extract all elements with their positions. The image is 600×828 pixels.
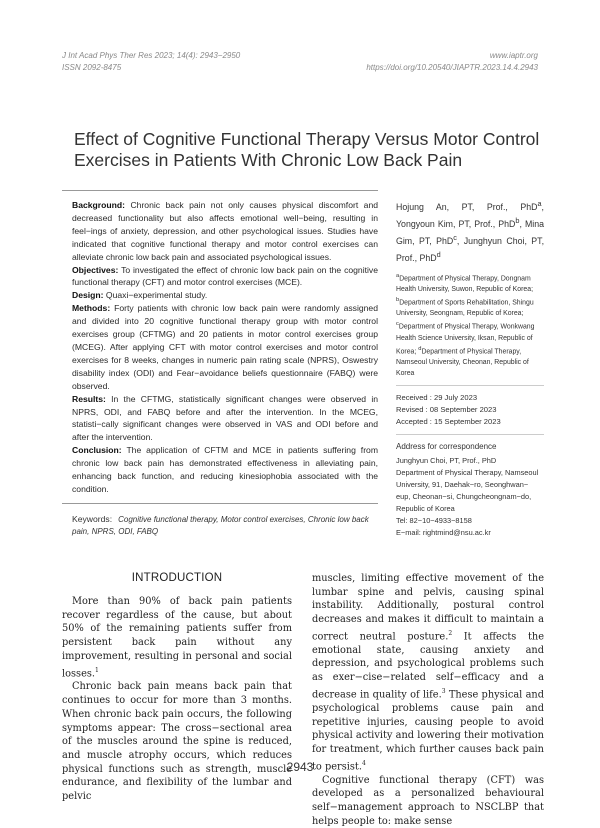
correspondence-address: Republic of Korea — [396, 503, 455, 513]
background-label: Background: — [72, 200, 125, 210]
citation-ref: 3 — [441, 687, 446, 695]
affiliation-superscript: c — [396, 321, 399, 328]
abstract-results — [72, 393, 378, 445]
doi-link[interactable]: https://doi.org/10.20540/JIAPTR.2023.14.4.2943 — [366, 63, 538, 72]
paragraph: Cognitive functional therapy (CFT) was developed as a personalized behavioural self−management approach to NSCLBP that helps people to: make sense — [312, 774, 544, 827]
article-dates — [396, 392, 544, 435]
received-date: Received : 29 July 2023 — [396, 392, 478, 402]
abstract-box — [62, 190, 378, 504]
paragraph — [62, 595, 292, 680]
accepted-date: Accepted : 15 September 2023 — [396, 416, 501, 426]
article-info-sidebar — [396, 197, 544, 539]
methods-label: Methods: — [72, 303, 111, 314]
abstract-methods — [72, 302, 378, 392]
paragraph-text: It affects the emotional state, causing anxiety and depression, and psychological problems such as exer−cise−related self−efficacy and a decrease in quality of life. — [312, 631, 544, 701]
author-name: Mina Gim, PT, PhD — [396, 218, 545, 246]
keywords — [72, 513, 382, 538]
keywords-text: Cognitive functional therapy, Motor control exercises, Chronic low back pain, NPRS, ODI, FABQ — [72, 515, 369, 536]
design-text: Quaxi−experimental study. — [105, 290, 208, 301]
abstract-conclusion — [72, 444, 378, 496]
paragraph — [312, 572, 544, 774]
correspondence-address: University, 91, Daehak−ro, Seonghwan− — [396, 479, 529, 489]
affiliations — [396, 271, 544, 386]
abstract-objectives — [72, 264, 378, 290]
paragraph: Chronic back pain means back pain that continues to occur for more than 3 months. When chronic back pain occurs, the following symptoms appear: The cross−sectional area of the muscles around the spine is reduced, and muscle atrophy occurs, which reduces physical functions such as strength, muscle endurance, and flexibility of the lumbar and pelvic — [62, 681, 292, 803]
author-name: Junghyun Choi, PT, Prof., PhD — [396, 235, 545, 263]
correspondence-name: Junghyun Choi, PT, Prof., PhD — [396, 455, 497, 465]
results-text: In the CFTMG, statistically significant changes were observed in NPRS, ODI, and FABQ before and after the intervention. In the MCEG, statisti−cally significant changes were observed in VAS and ODI before and after the intervention. — [72, 393, 379, 443]
conclusion-text: The application of CFTM and MCE in patients suffering from chronic low back pain has demonstrated effectiveness in alleviating pain, enhancing back function, and reducing kinesiophobia associated with the condition. — [72, 445, 378, 494]
paragraph-text: muscles, limiting effective movement of the lumbar spine and pelvis, causing spinal instability. Additionally, postural control decreases and makes it difficult to maintain a correct neutral posture. — [312, 573, 544, 643]
results-label: Results: — [72, 393, 106, 404]
revised-date: Revised : 08 September 2023 — [396, 404, 497, 414]
citation-ref: 1 — [95, 666, 99, 674]
methods-text: Forty patients with chronic low back pain were randomly assigned and divided into 20 cognitive functional therapy group with motor control exercises group (CFTMG) and 20 patients in motor control exercises group (MCEG). After applying CFT with motor control exercises and motor control exercises for 8 weeks, changes in numeric pain rating scale (NPRS), Oswestry disability index (ODI) and Fear−avoidance beliefs questionnaire (FABQ) were observed. — [72, 303, 378, 391]
section-heading: INTRODUCTION — [131, 572, 223, 584]
website-link[interactable]: www.iaptr.org — [489, 51, 538, 60]
page-number: 2943 — [286, 760, 314, 774]
correspondence-address: eup, Cheonan−si, Chungcheongnam−do, — [396, 491, 532, 501]
correspondence — [396, 441, 544, 539]
citation-ref: 4 — [361, 759, 366, 767]
objectives-text: To investigated the effect of chronic low back pain on the cognitive functional therapy (CFT) and motor control exercises (MCE). — [72, 264, 378, 288]
background-text: Chronic back pain not only causes physical discomfort and decreased functionality but also affects emotional well−being, resulting in feel−ings of anxiety, depression, and other psychological issues. Studies have indicated that cognitive functional therapy and motor control exercises can alleviate chronic low back pain and associated psychological issues. — [72, 200, 379, 262]
conclusion-label: Conclusion: — [72, 445, 122, 456]
affiliation: Department of Sports Rehabilitation, Shingu University, Seongnam, Republic of Korea; — [396, 299, 534, 318]
author-superscript: c — [453, 232, 457, 242]
journal-citation — [62, 50, 240, 74]
citation-ref: 2 — [448, 629, 453, 637]
correspondence-email[interactable]: E−mail: rightmind@nsu.ac.kr — [396, 527, 491, 537]
affiliation: Department of Physical Therapy, Namseoul University, Cheonan, Republic of Korea — [396, 347, 529, 377]
issn-line: ISSN 2092-8475 — [62, 63, 122, 72]
article-title: Effect of Cognitive Functional Therapy Versus Motor Control Exercises in Patients With Chronic Low Back Pain — [74, 128, 540, 170]
design-label: Design: — [72, 290, 104, 301]
correspondence-address: Department of Physical Therapy, Namseoul — [396, 467, 539, 477]
author-list: Hojung An, PT, Prof., PhD$^a$, Yongyoun Kim, PT, Prof., PhD$^b$, Mina Gim, PT, PhD$^c$, Junghyun Choi, PT, Prof., PhD$^d$ — [396, 199, 545, 263]
abstract-design — [72, 289, 378, 302]
keywords-label: Keywords: — [72, 514, 113, 524]
correspondence-label: Address for correspondence — [396, 441, 497, 451]
affiliation-superscript: a — [396, 272, 400, 279]
author-superscript: d — [436, 249, 441, 259]
author-superscript: a — [537, 199, 542, 208]
paragraph-text: These physical and psychological problems cause pain and repetitive injuries, causing people to avoid physical activity and lowering their motivation for treatment, which further causes back pain to persist. — [312, 689, 544, 772]
affiliation: Department of Physical Therapy, Dongnam Health University, Suwon, Republic of Korea; — [396, 274, 533, 293]
affiliation-superscript: d — [418, 345, 422, 352]
author-name: Yongyoun Kim, PT, Prof., PhD — [396, 218, 516, 229]
objectives-label: Objectives: — [72, 264, 119, 275]
author-name: Hojung An, PT, Prof., PhD — [396, 201, 538, 212]
author-superscript: b — [515, 215, 520, 225]
abstract-background — [72, 199, 378, 264]
journal-links — [366, 50, 538, 74]
affiliation: Department of Physical Therapy, Wonkwang Health Science University, Iksan, Republic of Korea; — [396, 323, 535, 355]
affiliation-superscript: b — [396, 296, 400, 303]
correspondence-tel: Tel: 82−10−4933−8158 — [396, 515, 472, 525]
journal-line: J Int Acad Phys Ther Res 2023; 14(4): 2943−2950 — [62, 51, 241, 60]
body-column-right — [312, 572, 544, 828]
paragraph-text: More than 90% of back pain patients recover regardless of the cause, but about 50% of the remaining patients suffer from persistent back pain without any improvement, resulting in personal and social losses. — [62, 596, 292, 679]
